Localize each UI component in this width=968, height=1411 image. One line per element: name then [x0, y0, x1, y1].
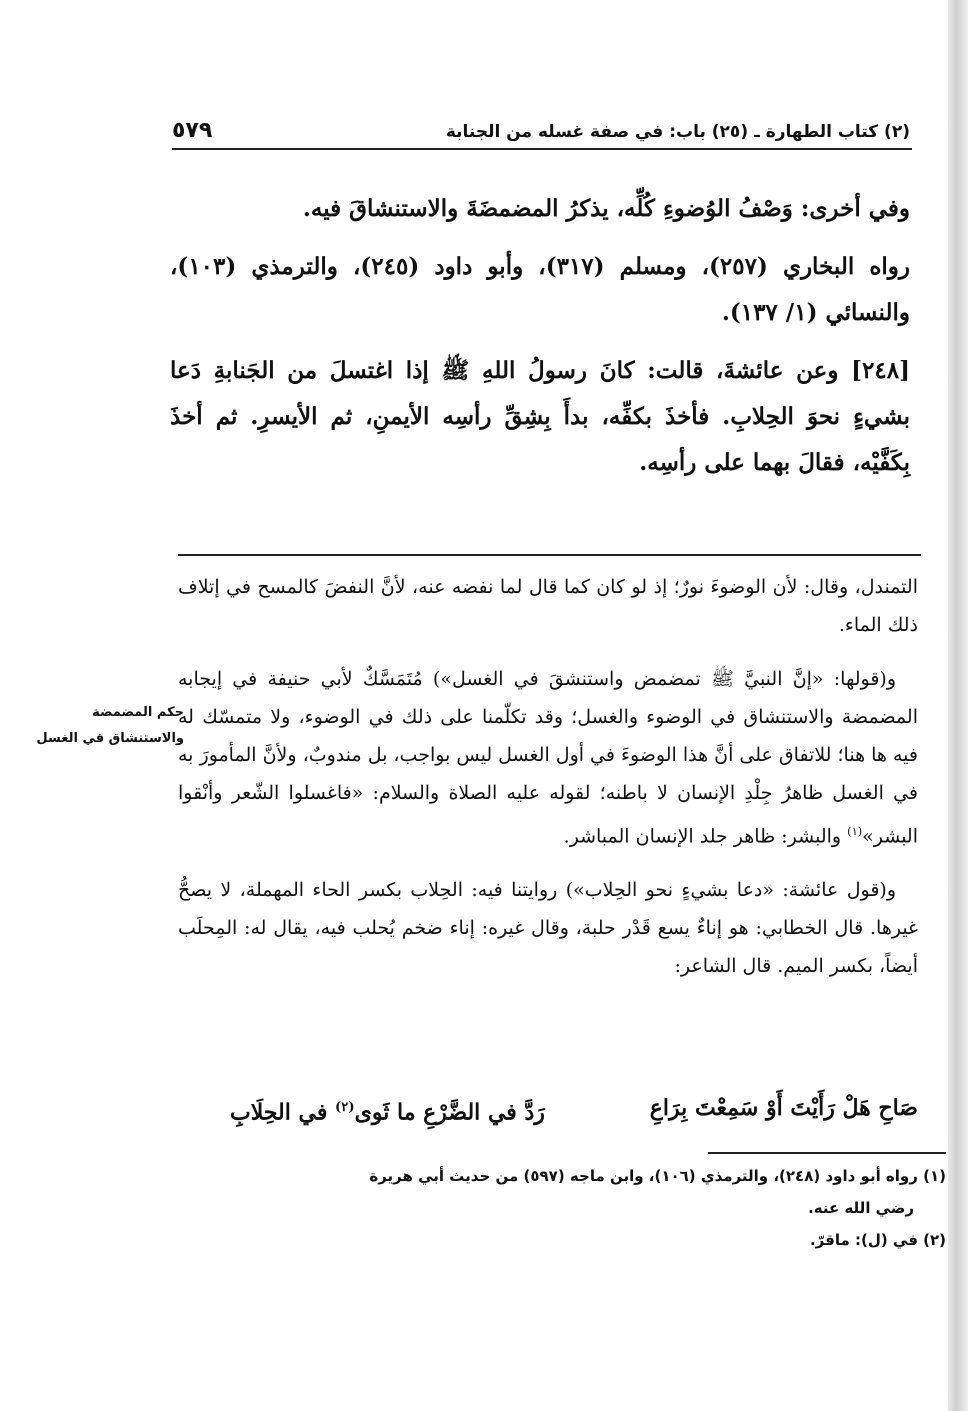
page-edge-shadow: [948, 0, 968, 1411]
footnote-ref-2: (٢): [335, 1100, 355, 1115]
main-text: [170, 186, 910, 486]
verse-second-hemistich: [230, 1086, 545, 1134]
main-paragraph-1: وفي أخرى: وَصْفُ الوُضوءِ كُلِّه، يذكرُ المضمضَةَ والاستنشاقَ فيه.: [302, 195, 910, 222]
verse-second-part-a: رَدَّ في الضَّرْعِ ما ثَوى: [354, 1099, 545, 1126]
commentary-paragraph-2-end: والبشر: ظاهر جلد الإنسان المباشر.: [563, 825, 848, 848]
footnotes: [198, 1160, 946, 1256]
header-rule: [172, 148, 912, 150]
commentary-paragraph-2: [178, 660, 918, 855]
footnote-1-continued: رضي الله عنه.: [808, 1199, 914, 1217]
commentary-paragraph-3: و(قول عائشة: «دعا بشيءٍ نحو الحِلاب») روايتنا فيه: الحِلاب بكسر الحاء المهملة، لا يصحُّ غيرها. قال الخطابي: هو إناءٌ يسع قَدْر حلبة، وقال غيره: إناء ضخم يُحلب فيه، يقال له: المِحلَب أيضاً، بكسر الميم. قال الشاعر:: [178, 879, 918, 978]
footnote-2: (٢) في (ل): ماقرّ.: [809, 1231, 946, 1249]
commentary-text: [178, 568, 918, 985]
footnote-rule: [708, 1152, 946, 1154]
footnote-1: (١) رواه أبو داود (٢٤٨)، والترمذي (١٠٦)، وابن ماجه (٥٩٧) من حديث أبي هريرة: [369, 1167, 946, 1185]
commentary-divider: [178, 554, 921, 556]
verse-second-part-b: في الحِلَابِ: [230, 1099, 336, 1126]
running-head: (٢) كتاب الطهارة ـ (٢٥) باب: في صفة غسله من الجنابة: [445, 122, 910, 142]
hadith-248: [٢٤٨] وعن عائشةَ، قالت: كانَ رسولُ اللهِ ﷺ إذا اغتسلَ من الجَنابةِ دَعا بشيءٍ نحوَ الحِلابِ. فأخذَ بكفِّه، بدأَ بِشِقِّ رأسِه الأيمنِ، ثم الأيسرِ. ثم أخذَ بِكَفَّيْه، فقالَ بهما على رأسِه.: [170, 357, 910, 476]
commentary-paragraph-1: التمندل، وقال: لأن الوضوءَ نورٌ؛ إذ لو كان كما قال لما نفضه عنه، لأنَّ النفضَ كالمسح في إتلاف ذلك الماء.: [178, 576, 918, 636]
main-paragraph-2: رواه البخاري (٢٥٧)، ومسلم (٣١٧)، وأبو داود (٢٤٥)، والترمذي (١٠٣)، والنسائي (١/ ١٣٧).: [170, 253, 910, 326]
page-number: ٥٧٩: [172, 118, 213, 143]
margin-note: حكم المضمضة والاستنشاق في الغسل: [36, 705, 184, 746]
commentary-paragraph-2-text: و(قولها: «إنَّ النبيَّ ﷺ تمضمض واستنشقَ في الغسل») مُتَمَسَّكٌ لأبي حنيفة في إيجابه المضمضة والاستنشاق في الوضوء والغسل؛ وقد تكلّمنا على ذلك في الوضوء، ولا متمسّك له فيه ها هنا؛ للاتفاق على أنَّ هذا الوضوءَ في أول الغسل ليس بواجب، بل مندوبٌ، ولأنَّ المأمورَ به في الغسل ظاهرُ جِلْدِ الإنسان لا باطنه؛ لقوله عليه الصلاة والسلام: «فاغسلوا الشّعر وأنْقوا البشر»: [178, 668, 918, 848]
footnote-ref-1: (١): [847, 824, 863, 838]
page-header: [172, 118, 910, 152]
verse-first-hemistich: صَاحِ هَلْ رَأَيْتَ أَوْ سَمِعْتَ بِرَاعِ: [649, 1095, 918, 1121]
